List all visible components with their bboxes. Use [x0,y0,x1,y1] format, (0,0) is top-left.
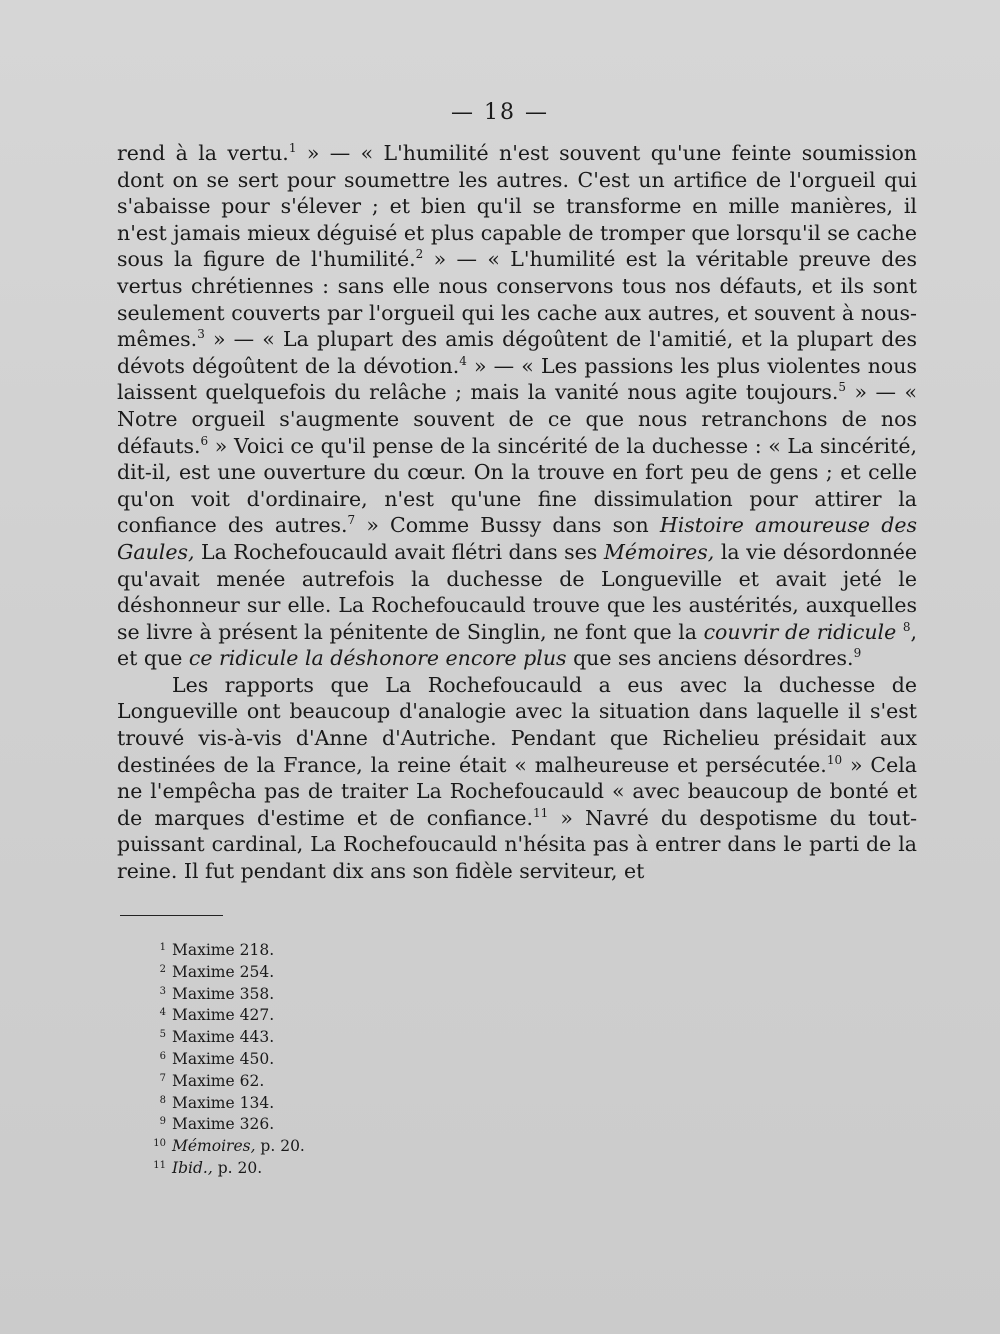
footnote-reference: 9 [853,646,862,661]
text-run: » Voici ce qu'il pense de la sincérité de la duchesse : « La sincérité, dit-il, est une ouverture du cœur. On la trouve en fort peu de gens ; et celle qu'on voit d'ordinaire, n'est qu'une fine dissimulation pour attirer la confiance des autres. [117,433,917,538]
footnotes [153,940,305,1180]
italic-text: Mémoires, [603,539,715,564]
text-run: » — « La plupart des amis dégoûtent de l'amitié, et la plupart des dévots dégoûtent de la dévotion. [117,327,917,378]
footnote [159,1005,305,1027]
footnote-number: 3 [159,985,166,997]
text-run: Maxime 62. [172,1071,265,1090]
footnote-number: 10 [153,1138,166,1150]
footnote [159,984,305,1006]
italic-text: Mémoires, [172,1137,256,1156]
footnote-number: 2 [159,963,166,975]
text-run: Maxime 358. [172,984,275,1003]
footnote [153,1136,305,1158]
text-run: Les rapports que La Rochefoucauld a eus avec la duchesse de Longueville ont beaucoup d'analogie avec la situation dans laquelle il s'est trouvé vis-à-vis d'Anne d'Autriche. Pendant que Richelieu présidait aux destinées de la France, la reine était « malheureuse et persécutée. [117,672,917,777]
text-run: Maxime 254. [172,962,275,981]
text-run: » — « Les passions les plus violentes nous laissent quelquefois du relâche ; mais la vanité nous agite toujours. [117,353,917,405]
footnote-reference: 2 [415,247,424,262]
text-run: p. 20. [255,1137,305,1156]
paragraph [117,140,917,672]
text-run: Maxime 443. [172,1028,275,1047]
text-run: Maxime 450. [172,1049,275,1068]
footnote-number: 11 [153,1159,166,1171]
page-number: — 18 — [451,100,549,125]
text-run: Maxime 218. [172,941,275,959]
footnote [159,1027,305,1049]
footnote-number: 7 [159,1072,166,1084]
text-run: Maxime 326. [172,1115,275,1134]
footnote [159,1071,305,1093]
text-run: » Navré du despotisme du tout-puissant cardinal, La Rochefoucauld n'hésita pas à entrer dans le parti de la reine. Il fut pendant dix ans son fidèle serviteur, et [117,805,917,884]
text-run [896,620,903,644]
footnote-reference: 3 [197,327,205,342]
text-run: La Rochefoucauld avait flétri dans ses [194,539,604,564]
text-run: » Cela ne l'empêcha pas de traiter La Rochefoucauld « avec beaucoup de bonté et de marques d'estime et de confiance. [117,752,917,830]
footnote [159,940,305,962]
italic-text: Ibid., [172,1158,213,1177]
text-run: que ses anciens désordres. [566,646,854,671]
italic-text: ce ridicule la déshonore encore plus [188,646,567,671]
footnote-reference: 4 [459,353,467,368]
footnote-number: 5 [159,1029,166,1041]
footnote-number: 1 [159,942,166,953]
italic-text: Histoire amoureuse des Gaules, [117,513,917,564]
text-run: p. 20. [212,1158,263,1177]
text-run: , et que [117,619,917,671]
body-text [117,140,917,885]
text-run: la vie désordonnée qu'avait menée autrefois la duchesse de Longueville et avait jeté le déshonneur sur elle. La Rochefoucauld trouve que les austérités, auxquelles se livre à présent la pénitente de Singlin, ne font que la [117,539,917,644]
footnote-number: 4 [159,1007,166,1019]
footnote-number: 6 [159,1050,166,1062]
footnote [159,1114,305,1136]
footnote-number: 8 [159,1094,166,1106]
footnote-reference: 6 [200,433,209,448]
text-run: » — « Notre orgueil s'augmente souvent de ce que nous retranchons de nos défauts. [117,380,918,458]
text-run: Maxime 134. [172,1093,275,1112]
footnote-number: 9 [159,1116,166,1128]
footnote-rule [120,915,223,916]
footnote [159,1049,305,1071]
footnote-reference: 8 [902,619,911,634]
text-run: » Comme Bussy dans son [355,513,660,538]
paragraph [117,672,917,885]
footnote [159,1093,305,1115]
footnote [159,962,305,984]
footnote-reference: 7 [347,513,356,528]
text-run: rend à la vertu. [117,141,289,165]
footnote-reference: 5 [838,380,847,395]
text-run: » — « L'humilité n'est souvent qu'une feinte soumission dont on se sert pour soumettre les autres. C'est un artifice de l'orgueil qui s'abaisse pour s'élever ; et bien qu'il se transforme en mille manières, il n'est jamais mieux déguisé et plus capable de tromper que lorsqu'il se cache sous la figure de l'humilité. [117,141,917,272]
footnote-reference: 10 [826,752,843,767]
italic-text: couvrir de ridicule [703,619,897,644]
text-run: Maxime 427. [172,1006,275,1025]
footnote-reference: 11 [533,806,549,821]
footnote-reference: 1 [288,141,297,156]
footnote [153,1158,305,1180]
text-run: » — « L'humilité est la véritable preuve des vertus chrétiennes : sans elle nous conservons tous nos défauts, et ils sont seulement couverts par l'orgueil qui les cache aux autres, et souvent à nous-mêmes. [117,247,917,352]
